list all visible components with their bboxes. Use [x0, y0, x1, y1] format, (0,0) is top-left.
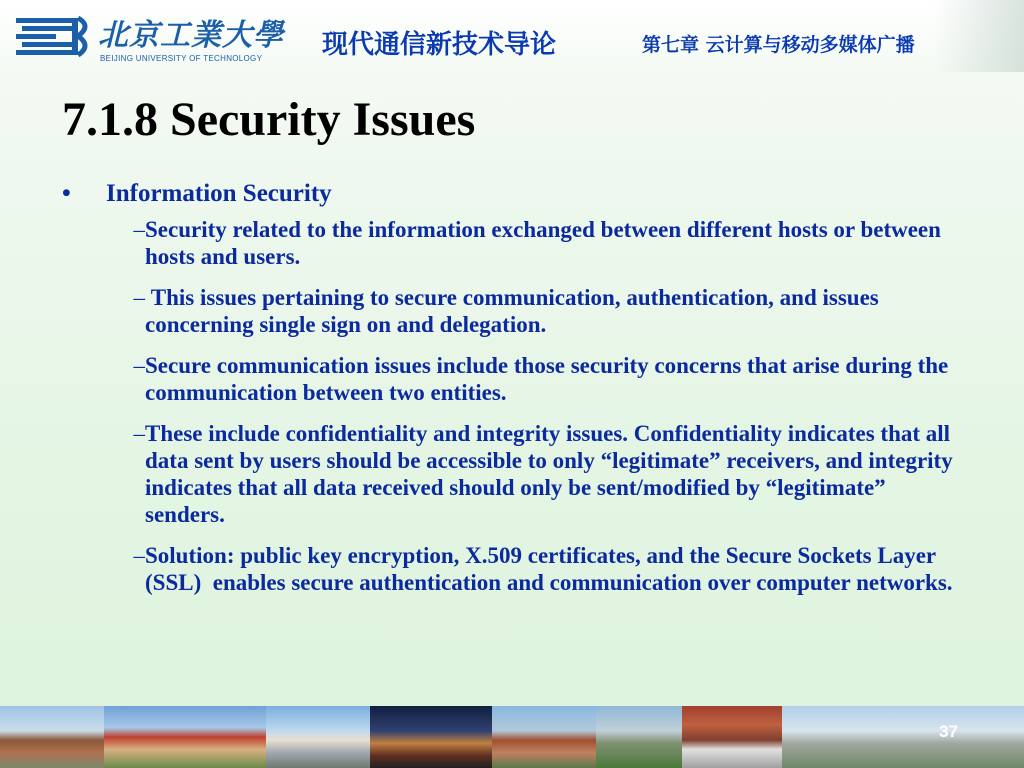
sub-bullet-text: These include confidentiality and integrity issues. Confidentiality indicates that all data sent by users should be accessible to only “legitimate” receivers, and integrity indicates that all data received should only be sent/modified by “legitimate” senders.: [145, 421, 953, 527]
campus-photo: [596, 706, 682, 768]
campus-photo: [0, 706, 104, 768]
sub-bullet-text: This issues pertaining to secure communication, authentication, and issues concerning single sign on and delegation.: [145, 285, 885, 337]
sub-bullet-item: [56, 542, 966, 596]
sub-bullet-text: Security related to the information exchanged between different hosts or between hosts and users.: [145, 217, 941, 269]
course-title: 现代通信新技术导论: [322, 30, 557, 60]
dash-glyph: –: [133, 353, 145, 378]
campus-photo: [492, 706, 596, 768]
header-building-photo: [934, 0, 1024, 72]
dash-glyph: –: [133, 543, 145, 568]
campus-photo: [266, 706, 370, 768]
sub-bullet-text: Secure communication issues include those security concerns that arise during the communication between two entities.: [145, 353, 949, 405]
sub-bullet-item: [56, 420, 966, 528]
bullet-label: Information Security: [106, 180, 332, 207]
bullet-glyph: •: [62, 180, 71, 207]
bullet-item: [56, 180, 966, 208]
sub-bullet-text: Solution: public key encryption, X.509 certificates, and the Secure Sockets Layer (SSL) enables secure authentication and communication over computer networks.: [145, 543, 953, 595]
sub-bullet-item: [56, 352, 966, 406]
campus-photo: [782, 706, 1024, 768]
slide-header: [0, 0, 1024, 72]
university-emblem-icon: [14, 12, 94, 60]
dash-glyph: –: [133, 421, 145, 446]
page-number: 37: [939, 722, 958, 741]
chapter-title: 第七章 云计算与移动多媒体广播: [642, 34, 915, 56]
dash-glyph: –: [133, 217, 145, 242]
sub-bullet-item: [56, 284, 966, 338]
slide-content: [56, 180, 966, 610]
campus-photo: [104, 706, 266, 768]
campus-photo: [370, 706, 492, 768]
dash-glyph: –: [133, 285, 145, 310]
slide-title: 7.1.8 Security Issues: [62, 93, 476, 146]
university-logo: [14, 8, 284, 66]
logo-chinese-name: 北京工業大學: [98, 18, 284, 53]
campus-photo: [682, 706, 782, 768]
sub-bullet-item: [56, 216, 966, 270]
logo-english-name: BEIJING UNIVERSITY OF TECHNOLOGY: [100, 54, 263, 63]
campus-photo-strip: [0, 706, 1024, 768]
